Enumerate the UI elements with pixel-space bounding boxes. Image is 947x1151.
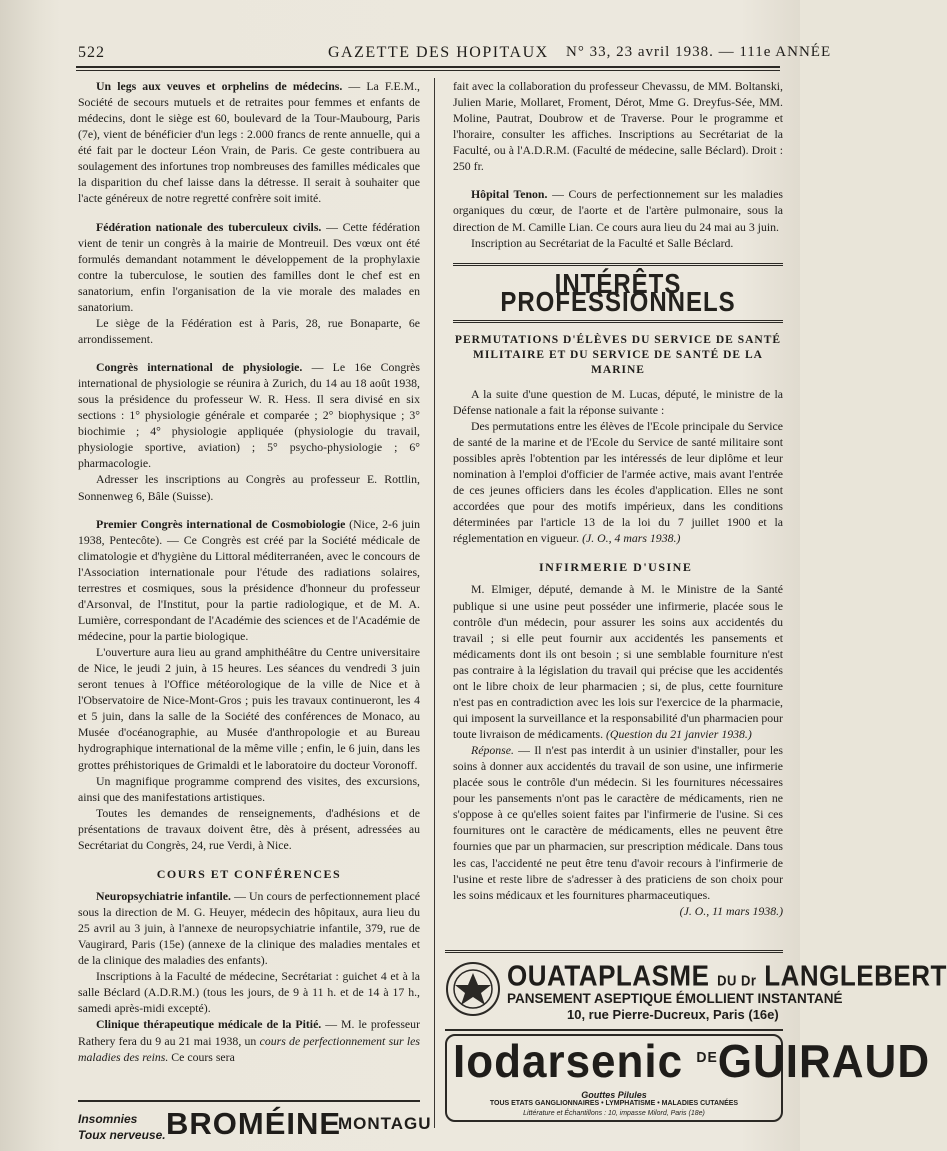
journal-title: GAZETTE DES HOPITAUX	[328, 44, 549, 61]
reply-label: Réponse.	[471, 743, 514, 758]
ad-tagline: PANSEMENT ASEPTIQUE ÉMOLLIENT INSTANTANÉ	[507, 991, 843, 1006]
ad-brand-name: BROMÉINE	[166, 1106, 342, 1141]
article-legs: Un legs aux veuves et orphelins de médecins. — La F.E.M., Société de secours mutuels et de retraites pour femmes et enfants de médecins, dont le siège est 60, boulevard de la Tour-Maubourg, Paris (7e), vient de bénéficier d'un legs : 2.000 francs de rente annuelle, qui a été fait par le docteur Léon Vrain, de Paris. Ce geste contribuera au soulagement des infortunes trop nombreuses des familles médicales que la disparition du chef laisse dans la détresse. Il serait à souhaiter que l'acte généreux de notre regretté confrère soit imité.	[78, 79, 420, 206]
article-cosmobiologie: Premier Congrès international de Cosmobiologie (Nice, 2-6 juin 1938, Pentecôte). — Ce Congrès est créé par la Société médicale de climatologie et d'hygiène du Littoral méditerranéen, avec le concours de l'Association internationale pour l'étude des radiations solaires, terrestres et cosmiques, sous la présidence d'honneur du professeur d'Arsonval, de l'Institut, pour la partie radiologique, et de M. A. Lumière, correspondant de l'Académie des sciences et de l'Académie de médecine, pour la partie biologique.	[78, 516, 420, 643]
issue-date: N° 33, 23 avril 1938. — 111e ANNÉE	[566, 44, 832, 60]
subsection-heading-infirmerie: INFIRMERIE D'USINE	[539, 560, 693, 575]
paragraph: Inscriptions à la Faculté de médecine, Secrétariat : guichet 4 et à la salle Béclard (A.D.R.M.) (tous les jours, de 9 à 11 h. et de 14 à 17 h., samedi après-midi excepté).	[78, 969, 420, 1016]
paragraph: Un magnifique programme comprend des visites, des excursions, ainsi que des manifestations artistiques.	[78, 773, 420, 804]
header-rule	[76, 66, 780, 68]
paragraph: Le siège de la Fédération est à Paris, 28, rue Bonaparte, 6e arrondissement.	[78, 315, 420, 346]
paragraph: A la suite d'une question de M. Lucas, député, le ministre de la Défense nationale a fait la réponse suivante :	[453, 386, 783, 417]
section-rule	[453, 320, 783, 323]
ad-forms: Gouttes Pilules	[581, 1090, 647, 1100]
subsection-heading-permutations: PERMUTATIONS D'ÉLÈVES DU SERVICE DE SANTÉ MILITAIRE ET DU SERVICE DE SANTÉ DE LA MARINE	[454, 333, 782, 376]
citation: (J. O., 11 mars 1938.)	[679, 903, 783, 918]
paragraph: Des permutations entre les élèves de l'Ecole principale du Service de santé de la marine et de l'Ecole du Service de santé militaire sont possibles après l'obtention par les intéressés de leur diplôme et leur nomination à l'emploi d'officier de l'armée active, mais avant l'entrée de ces jeunes officiers dans les écoles d'application. Elles ne sont accordées que pour des motifs impérieux, dans les conditions déterminées par l'article 13 de la loi du 7 juillet 1900 et la réglementation en vigueur. (J. O., 4 mars 1938.)	[453, 418, 783, 546]
page-number: 522	[78, 44, 105, 61]
article-physiologie: Congrès international de physiologie. — Le 16e Congrès international de physiologie se réunira à Zurich, du 14 au 18 août 1938, sous la présidence du professeur W. R. Hess. Il sera divisé en six sections : 1° physiologie générale et comparée ; 2° biophysique ; 3° biochimie ; 4° physiologie appliquée (physiologie du travail, physiologie sportive, aviation) ; 5° psycho-physiologie ; 6° pharmacologie.	[78, 360, 420, 471]
ad-indications: TOUS ETATS GANGLIONNAIRES • LYMPHATISME • MALADIES CUTANÉES	[489, 1100, 739, 1107]
article-neuropsychiatrie: Neuropsychiatrie infantile. — Un cours de perfectionnement placé sous la direction de M. G. Heuyer, médecin des hôpitaux, aura lieu du 25 avril au 3 juin, à l'annexe de neuropsychiatrie infantile, 379, rue de Vaugirard, Paris (15e) (annexe de la clinique des maladies mentales et de la clinique des maladies des enfants).	[78, 888, 420, 968]
left-column	[78, 78, 420, 1065]
paragraph: Adresser les inscriptions au Congrès au professeur E. Rottlin, Sonnenweg 6, Bâle (Suisse).	[78, 472, 420, 503]
citation: (J. O., 4 mars 1938.)	[579, 531, 681, 546]
section-rule	[453, 263, 783, 266]
advertisement-iodarsenic	[445, 1034, 931, 1122]
column-divider	[434, 78, 435, 1128]
ad-brand-name: Iodarsenic $^{DE}$GUIRAUD	[453, 1036, 931, 1088]
ad-brand-name: OUATAPLASME DU Dr LANGLEBERT	[507, 959, 947, 992]
article-title: Congrès international de physiologie.	[96, 360, 303, 374]
article-clinique: Clinique thérapeutique médicale de la Pitié. — M. le professeur Rathery fera du 9 au 21 mai 1938, un cours de perfectionnement sur les maladies des reins. Ce cours sera	[78, 1017, 420, 1064]
paragraph: fait avec la collaboration du professeur Chevassu, de MM. Boltanski, Julien Marie, Mollaret, Froment, Dérot, Mme G. Dreyfus-Sée, MM. Moline, Pautrat, Doubrow et de Traverse. Pour le programme et l'horaire, consulter les affiches. Inscriptions au Secrétariat de la Faculté, ou à l'A.D.R.M. (Faculté de médecine, salle Béclard). Droit : 250 fr.	[453, 79, 783, 174]
section-heading-interests: INTÉRÊTS PROFESSIONNELS	[500, 268, 736, 318]
article-title: Premier Congrès international de Cosmobiologie	[96, 516, 346, 531]
ad-maker: MONTAGU	[338, 1114, 432, 1133]
paragraph: M. Elmiger, député, demande à M. le Ministre de la Santé publique si une usine peut posséder une infirmerie, placée sous le contrôle d'un médecin, pour assurer les soins aux accidentés du travail ; si elle peut fournir aux accidentés les pansements et médicaments dont ils ont besoin ; si une semblable fourniture n'est pas contraire à la législation du travail qui précise que les accidentés ont le libre choix de leur pharmacien ; si, de plus, cette fourniture n'est pas en contradiction avec les lois sur l'exercice de la pharmacie, qui imposent la surveillance et la responsabilité d'un pharmacien pour toute livraison de médicaments. (Question du 21 janvier 1938.)	[453, 582, 783, 741]
advertisement-bromeine	[78, 1100, 432, 1144]
article-tenon: Hôpital Tenon. — Cours de perfectionnement sur les maladies organiques du cœur, de l'aorte et de l'artère pulmonaire, sous la direction de M. Camille Lian. Ce cours aura lieu du 24 mai au 3 juin.	[453, 187, 783, 234]
citation: (Question du 21 janvier 1938.)	[603, 727, 752, 741]
ad-address: Littérature et Échantillons : 10, impasse Milord, Paris (18e)	[523, 1110, 705, 1117]
seal-icon	[445, 961, 501, 1017]
advertisement-ouataplasme	[445, 950, 947, 1031]
article-federation: Fédération nationale des tuberculeux civils. — Cette fédération vient de tenir un congrès à la mairie de Montreuil. Des vœux ont été formulés demandant notamment le développement de la prophylaxie contre la tuberculose, le soutien des familles dont le chef est en sanatorium, enfin l'organisation de la vie morale des malades en sanatorium.	[78, 219, 420, 314]
page-header	[78, 44, 832, 62]
paragraph: Toutes les demandes de renseignements, d'adhésions et de présentations de travaux doivent être, dès à présent, adressées au Secrétariat du Congrès, 24, rue Verdi, à Nice.	[78, 805, 420, 852]
article-title: Neuropsychiatrie infantile.	[96, 888, 231, 903]
ad-address: 10, rue Pierre-Ducreux, Paris (16e)	[567, 1007, 779, 1022]
article-title: Un legs aux veuves et orphelins de médecins.	[96, 79, 343, 93]
header-rule-thin	[76, 70, 780, 71]
section-heading-courses: COURS ET CONFÉRENCES	[156, 866, 342, 881]
article-title: Clinique thérapeutique médicale de la Pitié.	[96, 1017, 322, 1032]
article-title: Fédération nationale des tuberculeux civils.	[96, 219, 322, 234]
ad-indication: Insomnies	[78, 1112, 138, 1126]
paragraph: Réponse. — Il n'est pas interdit à un usinier d'installer, pour les soins à donner aux accidentés du travail de son usine, une infirmerie placée sous le contrôle d'un médecin. Si les fournitures nécessaires pour les pansements n'ont pas le caractère de médicaments, rien ne s'oppose à ce qu'elles soient faites par l'infirmerie de l'usine. Si ces fournitures ont le caractère de médicaments, elles ne peuvent être fournies que par un pharmacien, sur prescription médicale. Dans tous les cas, l'accidenté ne peut être tenu d'avoir recours à l'infirmerie de l'usine et reste libre de s'adresser à des praticiens de son choix pour les soins médicaux et les fournitures pharmaceutiques.	[453, 743, 783, 902]
ad-indication: Toux nerveuse.	[78, 1128, 166, 1142]
paragraph: Inscription au Secrétariat de la Faculté et Salle Béclard.	[471, 235, 734, 250]
article-title: Hôpital Tenon.	[471, 187, 548, 202]
paragraph: L'ouverture aura lieu au grand amphithéâtre du Centre universitaire de Nice, le jeudi 2 juin, à 15 heures. Les séances du vendredi 3 juin seront tenues à l'Office météorologique de la ville de Nice et à l'Observatoire de Nice-Mont-Gros ; puis les travaux continueront, les 4 et 5 juin, dans la salle de la Société des conférences de Monaco, au Musée d'océanographie, au Musée d'anthropologie et au Bureau hydrographique international de la même ville ; enfin, le 6 juin, dans les grottes préhistoriques de Grimaldi et le laboratoire du docteur Voronoff.	[78, 645, 420, 772]
right-column	[453, 78, 783, 919]
